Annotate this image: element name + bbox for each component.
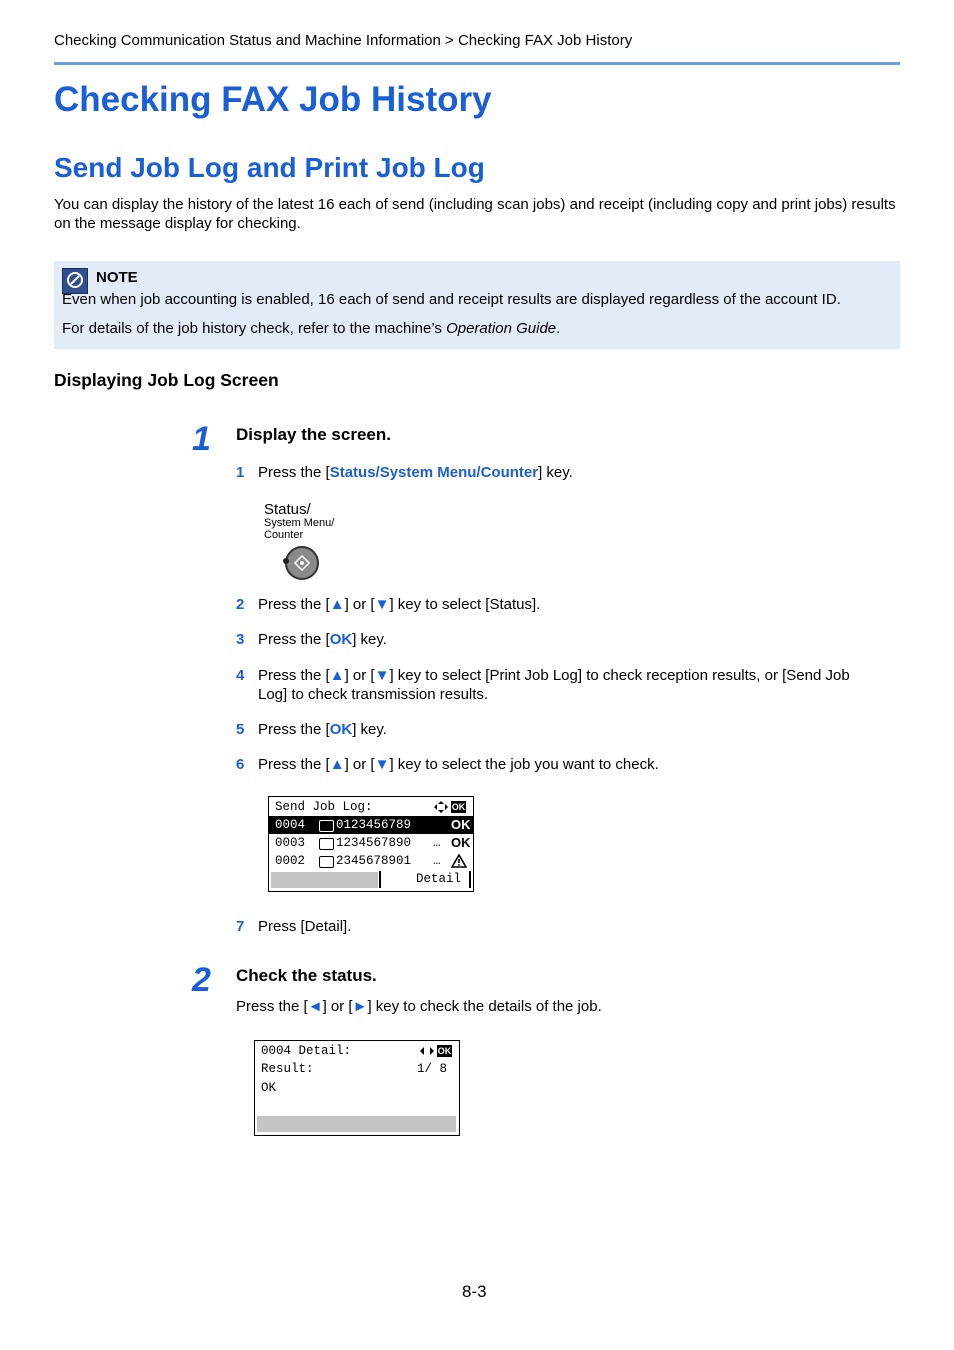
job-status: OK [451,817,471,832]
job-number: 2345678901 [336,854,412,868]
job-number: 1234567890 [336,836,412,850]
status-key-button[interactable] [285,546,319,580]
note-text: Even when job accounting is enabled, 16 each of send and receipt results are displayed regardless of the account ID. [62,291,841,308]
job-id: 0003 [275,836,306,850]
sub-step: 1 Press the [Status/System Menu/Counter] key. [236,464,573,481]
job-id: 0004 [275,818,306,832]
arrows-icon [434,801,448,813]
step-number: 1 [192,420,211,458]
softkey-bar [271,872,378,888]
step-title: Display the screen. [236,425,391,444]
note-reference: For details of the job history check, refer to the machine’s Operation Guide. [62,320,561,337]
breadcrumb: Checking Communication Status and Machine Information > Checking FAX Job History [54,32,633,49]
detail-softkey[interactable] [379,871,471,888]
indicator-led [283,558,289,564]
sub-step: 5 Press the [OK] key. [236,721,387,738]
left-right-arrows-icon [420,1046,434,1056]
sub-step: 2 Press the [▲] or [▼] key to select [Status]. [236,596,541,613]
key-label: Status/ System Menu/ Counter [264,501,335,541]
warning-icon [451,854,467,868]
lcd-header: Send Job Log: [275,800,373,814]
sub-step: 6 Press the [▲] or [▼] key to select the job you want to check. [236,756,659,773]
intro-paragraph: You can display the history of the latest 16 each of send (including scan jobs) and receipt (including copy and print jobs) results on the message display for checking. [54,196,896,232]
sub-step: 7 Press [Detail]. [236,918,352,935]
sub-step: 4 Press the [▲] or [▼] key to select [Print Job Log] to check reception results, or [Send Job Log] to check transmission results. [236,667,850,703]
more-dots: … [433,836,441,850]
softkey-bar [257,1116,456,1132]
note-title: NOTE [96,269,138,286]
fax-icon [319,820,334,832]
job-id: 0002 [275,854,306,868]
step-description: Press the [◄] or [►] key to check the details of the job. [236,998,602,1015]
page-title: Checking FAX Job History [54,80,492,119]
job-status: OK [451,835,471,850]
result-label: Result: [261,1062,314,1076]
more-dots: … [433,854,441,868]
fax-icon [319,838,334,850]
lcd-header: 0004 Detail: [261,1044,352,1058]
subheading: Displaying Job Log Screen [54,370,279,390]
ok-icon: OK [437,1046,452,1056]
status-key-icon [287,548,317,578]
step-title: Check the status. [236,966,377,985]
step-number: 2 [192,961,211,999]
ok-icon: OK [451,802,466,812]
lcd-send-job-log [268,796,474,892]
job-number: 0123456789 [336,818,412,832]
section-title: Send Job Log and Print Job Log [54,152,485,183]
fax-icon [319,856,334,868]
sub-step: 3 Press the [OK] key. [236,631,387,648]
page-indicator: 1/ 8 [417,1062,448,1076]
result-value: OK [261,1081,277,1095]
lcd-job-detail [254,1040,460,1136]
detail-softkey-label: Detail [415,872,461,886]
header-rule [54,62,900,65]
page-number: 8-3 [462,1282,487,1301]
